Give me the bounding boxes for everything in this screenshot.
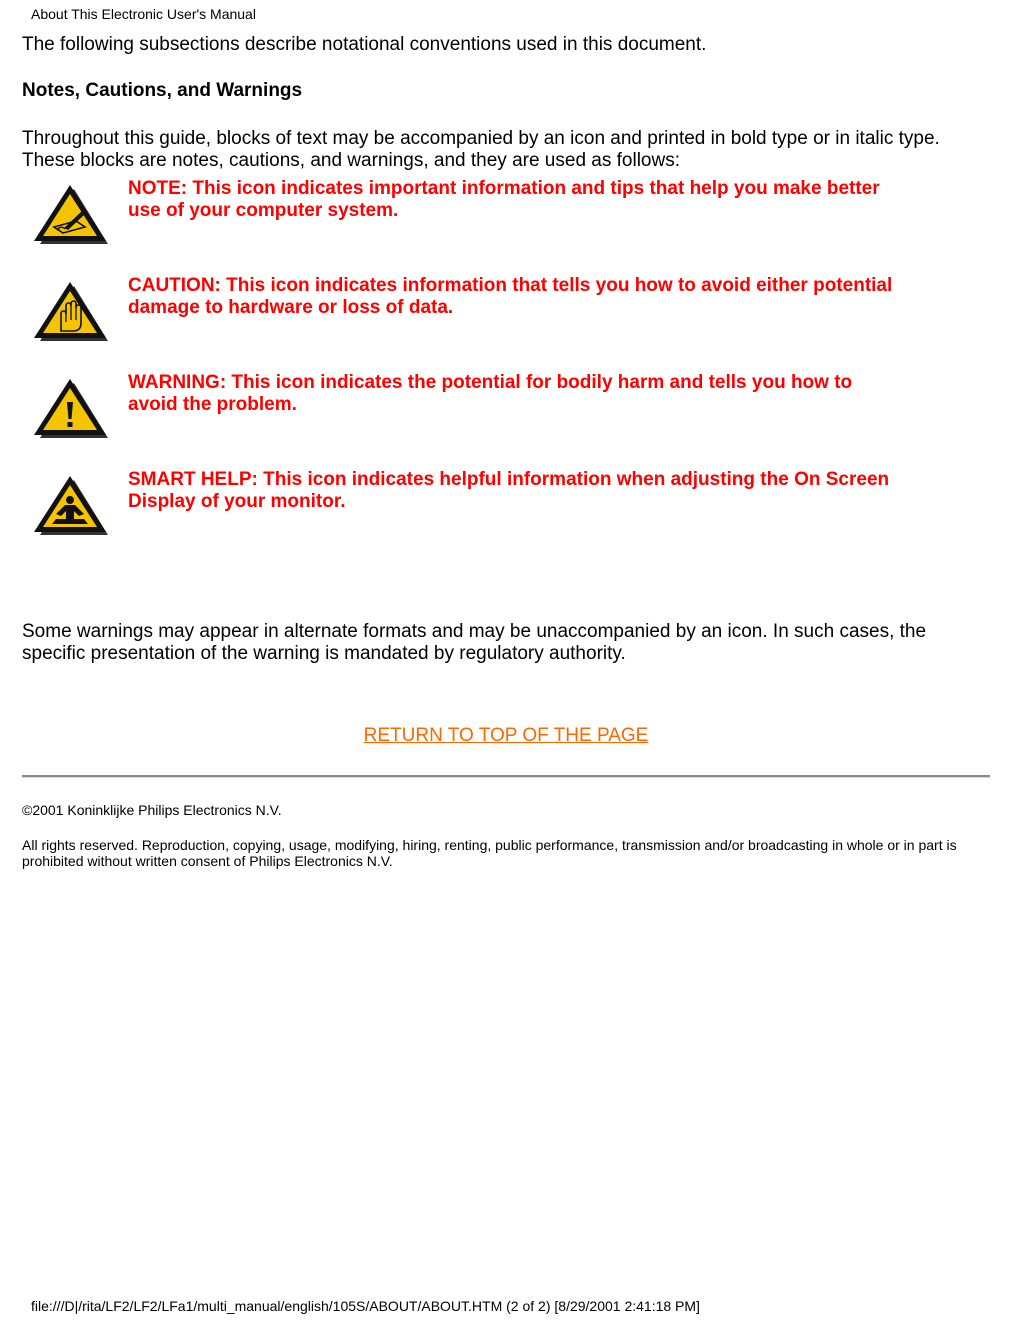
section-paragraph-line: These blocks are notes, cautions, and warnings, and they are used as follows: xyxy=(22,150,680,171)
note-text-line: NOTE: This icon indicates important information and tips that help you make better xyxy=(128,178,880,199)
caution-icon xyxy=(30,280,110,342)
smart-help-icon xyxy=(30,474,110,536)
note-icon xyxy=(30,183,110,245)
caution-text xyxy=(128,275,948,319)
caution-text-line: damage to hardware or loss of data. xyxy=(128,297,454,318)
note-text-line: use of your computer system. xyxy=(128,200,399,221)
document-body xyxy=(22,34,990,869)
note-notice xyxy=(22,178,990,275)
return-to-top-link[interactable]: RETURN TO TOP OF THE PAGE xyxy=(363,725,649,746)
warning-icon xyxy=(30,377,110,439)
caution-text-line: CAUTION: This icon indicates information that tells you how to avoid either potential xyxy=(128,275,893,296)
horizontal-divider xyxy=(22,775,990,778)
section-heading: Notes, Cautions, and Warnings xyxy=(22,80,303,101)
print-footer-path: file:///D|/rita/LF2/LF2/LFa1/multi_manual/english/105S/ABOUT/ABOUT.HTM (2 of 2) [8/29/2001 2:41:18 PM] xyxy=(31,1298,700,1314)
rights-text: All rights reserved. Reproduction, copying, usage, modifying, hiring, renting, public performance, transmission and/or broadcasting in whole or in part is prohibited without written consent of Philips Electronics N.V. xyxy=(22,837,957,869)
notice-list xyxy=(22,178,990,566)
smart-help-text xyxy=(128,469,948,513)
return-link-container xyxy=(22,725,990,747)
smart-help-text-line: Display of your monitor. xyxy=(128,491,346,512)
section-paragraph xyxy=(22,128,990,172)
section-paragraph-line: Throughout this guide, blocks of text may be accompanied by an icon and printed in bold type or in italic type. xyxy=(22,128,940,149)
warning-notice xyxy=(22,372,990,469)
smart-help-text-line: SMART HELP: This icon indicates helpful information when adjusting the On Screen xyxy=(128,469,890,490)
smart-help-notice xyxy=(22,469,990,566)
warning-text xyxy=(128,372,948,416)
warning-text-line: WARNING: This icon indicates the potential for bodily harm and tells you how to xyxy=(128,372,853,393)
alternate-formats-line: Some warnings may appear in alternate formats and may be unaccompanied by an icon. In such cases, the xyxy=(22,621,927,642)
alternate-formats-line: specific presentation of the warning is mandated by regulatory authority. xyxy=(22,643,626,664)
copyright-text: ©2001 Koninklijke Philips Electronics N.V. xyxy=(22,802,282,818)
warning-text-line: avoid the problem. xyxy=(128,394,297,415)
note-text xyxy=(128,178,948,222)
print-header-title: About This Electronic User's Manual xyxy=(31,6,256,22)
intro-text: The following subsections describe notational conventions used in this document. xyxy=(22,34,707,55)
caution-notice xyxy=(22,275,990,372)
alternate-formats-paragraph xyxy=(22,621,990,665)
